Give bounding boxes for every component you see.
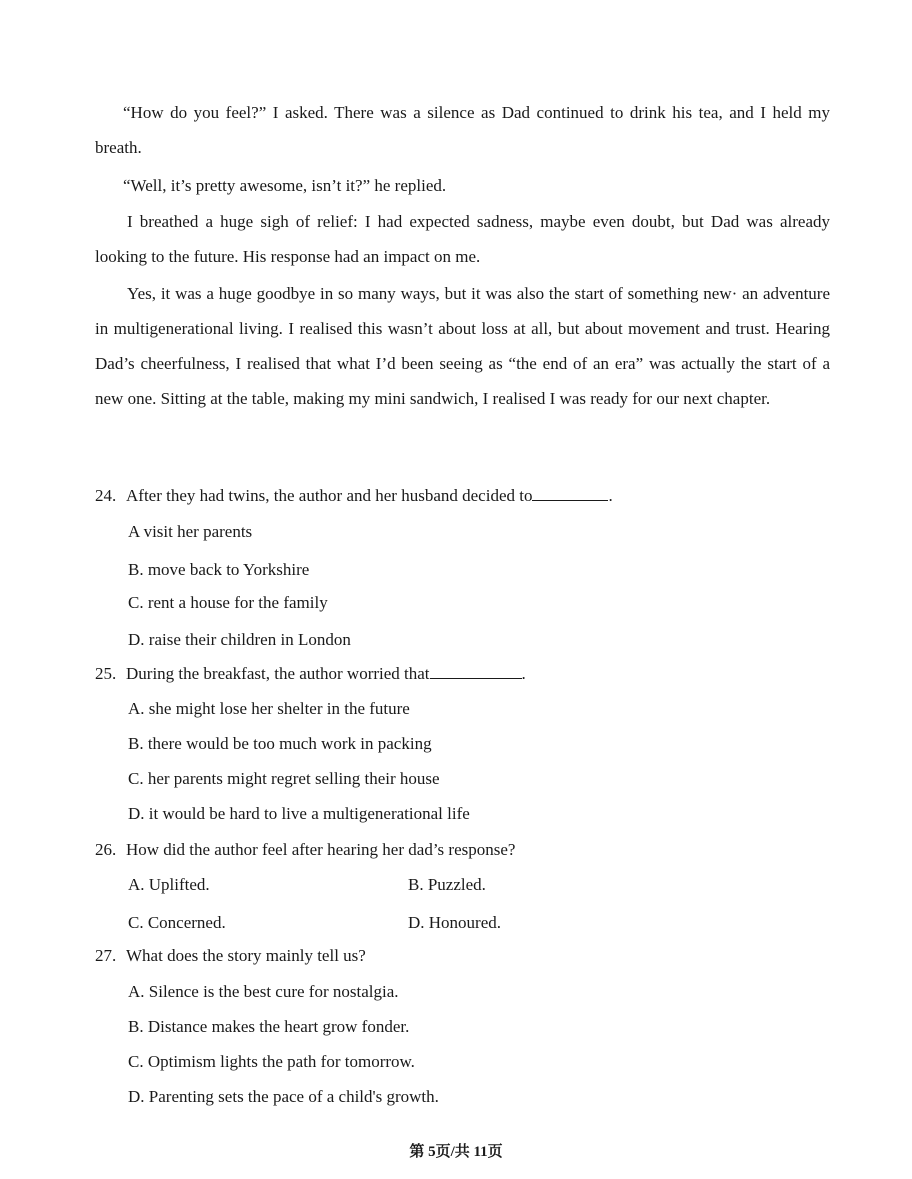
question-number: 27. [95, 946, 117, 965]
question-26-stem [95, 838, 830, 862]
question-text: After they had twins, the author and her husband decided to [126, 486, 533, 505]
question-27-option-d: D. Parenting sets the pace of a child's growth. [128, 1087, 439, 1106]
passage-paragraph-1: “How do you feel?” I asked. There was a silence as Dad continued to drink his tea, and I held my breath. [95, 103, 830, 157]
question-text: What does the story mainly tell us? [126, 946, 366, 965]
question-24-option-b: B. move back to Yorkshire [128, 560, 310, 579]
question-end: . [608, 486, 613, 505]
question-25-option-a: A. she might lose her shelter in the future [128, 699, 410, 718]
passage-paragraph-4: Yes, it was a huge goodbye in so many ways, but it was also the start of something new· an adventure in multigenerational living. I realised this wasn’t about loss at all, but about movement and trust. Hearing Dad’s cheerfulness, I realised that what I’d been seeing as “the end of an era” was actually the start of a new one. Sitting at the table, making my mini sandwich, I realised I was ready for our next chapter. [95, 284, 830, 408]
question-number: 26. [95, 840, 117, 859]
question-end: . [521, 664, 526, 683]
question-26-option-a: A. Uplifted. [128, 875, 210, 894]
question-26-option-c: C. Concerned. [128, 913, 226, 932]
answer-blank [430, 662, 522, 679]
answer-blank [532, 484, 608, 501]
question-24-stem [95, 484, 830, 508]
question-number: 24. [95, 486, 117, 505]
question-26-option-d: D. Honoured. [408, 913, 502, 932]
question-25-option-c: C. her parents might regret selling their house [128, 769, 440, 788]
question-text: During the breakfast, the author worried that [126, 664, 430, 683]
question-27-option-b: B. Distance makes the heart grow fonder. [128, 1017, 410, 1036]
passage-paragraph-2: “Well, it’s pretty awesome, isn’t it?” he replied. [123, 176, 447, 195]
question-25-stem [95, 662, 830, 686]
passage-paragraph-3: I breathed a huge sigh of relief: I had expected sadness, maybe even doubt, but Dad was already looking to the future. His response had an impact on me. [95, 212, 830, 266]
question-27-option-c: C. Optimism lights the path for tomorrow. [128, 1052, 415, 1071]
question-text: How did the author feel after hearing her dad’s response? [126, 840, 516, 859]
question-26-option-b: B. Puzzled. [408, 875, 486, 894]
question-number: 25. [95, 664, 117, 683]
question-27-stem [95, 944, 830, 968]
question-27-option-a: A. Silence is the best cure for nostalgia. [128, 982, 399, 1001]
page-number: 第 5页/共 11页 [409, 1144, 503, 1160]
question-25-option-d: D. it would be hard to live a multigenerational life [128, 804, 470, 823]
question-24-option-c: C. rent a house for the family [128, 593, 328, 612]
question-24-option-d: D. raise their children in London [128, 630, 351, 649]
question-24-option-a: A visit her parents [128, 522, 253, 541]
question-25-option-b: B. there would be too much work in packing [128, 734, 432, 753]
